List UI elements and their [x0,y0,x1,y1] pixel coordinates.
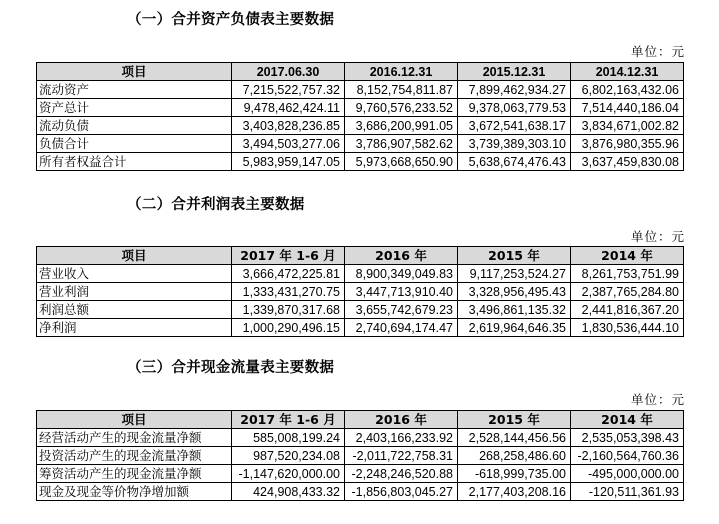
cell-value: -120,511,361.93 [571,483,684,501]
cell-value: 3,655,742,679.23 [345,301,458,319]
column-header: 项目 [37,63,232,81]
column-header: 2014 年 [571,247,684,265]
cell-value: -2,160,564,760.36 [571,447,684,465]
cell-value: 3,834,671,002.82 [571,117,684,135]
column-header: 2015 年 [458,247,571,265]
cell-value: 3,496,861,135.32 [458,301,571,319]
column-header: 2015.12.31 [458,63,571,81]
table-row [37,153,684,171]
balance-sheet-table [36,62,684,171]
cell-value: 3,637,459,830.08 [571,153,684,171]
cell-value: 8,900,349,049.83 [345,265,458,283]
cell-value: -1,856,803,045.27 [345,483,458,501]
column-header: 2017 年 1-6 月 [232,247,345,265]
table-row [37,483,684,501]
cell-value: 2,177,403,208.16 [458,483,571,501]
cell-value: 9,378,063,779.53 [458,99,571,117]
cell-value: -2,248,246,520.88 [345,465,458,483]
cell-value: -2,011,722,758.31 [345,447,458,465]
row-label: 营业利润 [37,283,232,301]
table-row [37,319,684,337]
cell-value: 1,333,431,270.75 [232,283,345,301]
unit-label: 单位：元 [630,44,685,59]
row-label: 投资活动产生的现金流量净额 [37,447,232,465]
cell-value: 5,638,674,476.43 [458,153,571,171]
cell-value: 585,008,199.24 [232,429,345,447]
unit-label: 单位：元 [630,392,685,407]
cell-value: 987,520,234.08 [232,447,345,465]
row-label: 流动资产 [37,81,232,99]
table-row [37,265,684,283]
cell-value: 3,672,541,638.17 [458,117,571,135]
column-header: 项目 [37,247,232,265]
cell-value: 7,899,462,934.27 [458,81,571,99]
cell-value: 3,786,907,582.62 [345,135,458,153]
cell-value: -1,147,620,000.00 [232,465,345,483]
cell-value: 3,666,472,225.81 [232,265,345,283]
cell-value: -618,999,735.00 [458,465,571,483]
cell-value: 8,261,753,751.99 [571,265,684,283]
cell-value: 3,494,503,277.06 [232,135,345,153]
cell-value: 1,830,536,444.10 [571,319,684,337]
row-label: 所有者权益合计 [37,153,232,171]
row-label: 营业收入 [37,265,232,283]
cell-value: 7,215,522,757.32 [232,81,345,99]
cell-value: 424,908,433.32 [232,483,345,501]
column-header: 2017.06.30 [232,63,345,81]
row-label: 净利润 [37,319,232,337]
column-header: 2014.12.31 [571,63,684,81]
cell-value: 9,478,462,424.11 [232,99,345,117]
cell-value: 8,152,754,811.87 [345,81,458,99]
section-title-income-statement: （二）合并利润表主要数据 [127,197,305,213]
table-header-row [37,411,684,429]
cell-value: 6,802,163,432.06 [571,81,684,99]
cell-value: 9,117,253,524.27 [458,265,571,283]
cell-value: 3,403,828,236.85 [232,117,345,135]
column-header: 2015 年 [458,411,571,429]
cell-value: 3,876,980,355.96 [571,135,684,153]
table-row [37,283,684,301]
table-header-row [37,63,684,81]
income-statement-table [36,246,684,337]
cell-value: 7,514,440,186.04 [571,99,684,117]
cell-value: 9,760,576,233.52 [345,99,458,117]
row-label: 利润总额 [37,301,232,319]
table-row [37,301,684,319]
table-row [37,465,684,483]
cell-value: 2,740,694,174.47 [345,319,458,337]
table-row [37,135,684,153]
row-label: 筹资活动产生的现金流量净额 [37,465,232,483]
cell-value: 3,328,956,495.43 [458,283,571,301]
table-row [37,117,684,135]
cell-value: 2,387,765,284.80 [571,283,684,301]
cell-value: -495,000,000.00 [571,465,684,483]
column-header: 2016 年 [345,411,458,429]
row-label: 现金及现金等价物净增加额 [37,483,232,501]
table-header-row [37,247,684,265]
table-row [37,81,684,99]
row-label: 资产总计 [37,99,232,117]
cell-value: 3,686,200,991.05 [345,117,458,135]
column-header: 2016.12.31 [345,63,458,81]
cell-value: 268,258,486.60 [458,447,571,465]
section-title-cash-flow: （三）合并现金流量表主要数据 [127,360,335,376]
table-row [37,447,684,465]
column-header: 项目 [37,411,232,429]
column-header: 2014 年 [571,411,684,429]
cell-value: 1,339,870,317.68 [232,301,345,319]
cell-value: 2,441,816,367.20 [571,301,684,319]
column-header: 2017 年 1-6 月 [232,411,345,429]
table-row [37,99,684,117]
section-title-balance-sheet: （一）合并资产负债表主要数据 [127,12,335,28]
cash-flow-table [36,410,684,501]
cell-value: 2,403,166,233.92 [345,429,458,447]
column-header: 2016 年 [345,247,458,265]
cell-value: 2,528,144,456.56 [458,429,571,447]
cell-value: 2,619,964,646.35 [458,319,571,337]
cell-value: 5,983,959,147.05 [232,153,345,171]
cell-value: 2,535,053,398.43 [571,429,684,447]
cell-value: 3,447,713,910.40 [345,283,458,301]
row-label: 经营活动产生的现金流量净额 [37,429,232,447]
cell-value: 5,973,668,650.90 [345,153,458,171]
table-row [37,429,684,447]
row-label: 流动负债 [37,117,232,135]
cell-value: 3,739,389,303.10 [458,135,571,153]
cell-value: 1,000,290,496.15 [232,319,345,337]
unit-label: 单位：元 [630,229,685,244]
row-label: 负债合计 [37,135,232,153]
